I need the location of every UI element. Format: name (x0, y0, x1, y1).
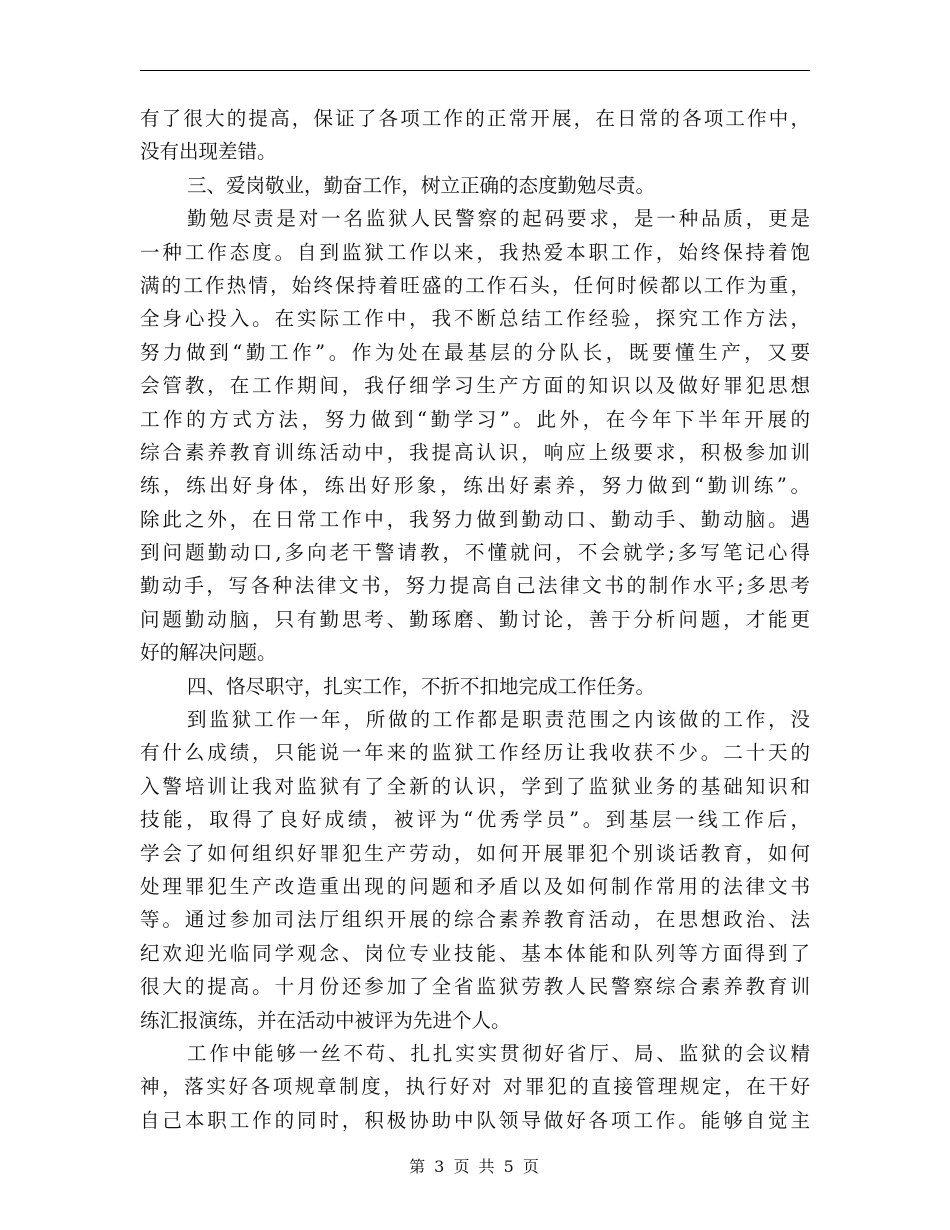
text-line: 四、恪尽职守，扎实工作，不折不扣地完成工作任务。 (187, 674, 656, 698)
text-line: 入警培训让我对监狱有了全新的认识，学到了监狱业务的基础知识和 (140, 774, 810, 798)
text-line: 一种工作态度。自到监狱工作以来，我热爱本职工作，始终保持着饱 (140, 240, 810, 264)
text-line: 很大的提高。十月份还参加了全省监狱劳教人民警察综合素养教育训 (140, 975, 810, 999)
text-line: 等。通过参加司法厅组织开展的综合素养教育活动，在思想政治、法 (140, 908, 810, 932)
body-text (140, 102, 810, 1137)
text-line: 学会了如何组织好罪犯生产劳动，如何开展罪犯个别谈话教育，如何 (140, 841, 810, 865)
text-line: 神，落实好各项规章制度，执行好对 对罪犯的直接管理规定，在干好 (140, 1075, 810, 1099)
text-line: 全身心投入。在实际工作中，我不断总结工作经验，探究工作方法， (140, 307, 810, 331)
text-line: 工作中能够一丝不苟、扎扎实实贯彻好省厅、局、监狱的会议精 (187, 1041, 810, 1065)
text-line: 勤勉尽责是对一名监狱人民警察的起码要求，是一种品质，更是 (187, 207, 810, 231)
header-rule (140, 70, 810, 71)
text-line: 自己本职工作的同时，积极协助中队领导做好各项工作。能够自觉主 (140, 1108, 810, 1132)
text-line: 满的工作热情，始终保持着旺盛的工作石头，任何时候都以工作为重， (140, 273, 810, 297)
text-line: 没有出现差错。 (140, 140, 277, 164)
text-line: 综合素养教育训练活动中，我提高认识，响应上级要求，积极参加训 (140, 440, 810, 464)
text-line: 勤动手，写各种法律文书，努力提高自己法律文书的制作水平;多思考 (140, 574, 810, 598)
text-line: 纪欢迎光临同学观念、岗位专业技能、基本体能和队列等方面得到了 (140, 941, 810, 965)
text-line: 有什么成绩，只能说一年来的监狱工作经历让我收获不少。二十天的 (140, 741, 810, 765)
text-line: 处理罪犯生产改造重出现的问题和矛盾以及如何制作常用的法律文书 (140, 874, 810, 898)
text-line: 练汇报演练，并在活动中被评为先进个人。 (140, 1008, 511, 1032)
text-line: 会管教，在工作期间，我仔细学习生产方面的知识以及做好罪犯思想 (140, 374, 810, 398)
text-line: 到问题勤动口,多向老干警请教，不懂就问，不会就学;多写笔记心得 (140, 541, 810, 565)
text-line: 问题勤动脑，只有勤思考、勤琢磨、勤讨论，善于分析问题，才能更 (140, 607, 810, 631)
text-line: 好的解决问题。 (140, 641, 277, 665)
text-line: 努力做到“勤工作”。作为处在最基层的分队长，既要懂生产，又要 (140, 340, 810, 364)
page-number-footer: 第 3 页 共 5 页 (409, 1157, 541, 1176)
text-line: 有了很大的提高，保证了各项工作的正常开展，在日常的各项工作中， (140, 107, 810, 130)
text-line: 工作的方式方法，努力做到“勤学习”。此外，在今年下半年开展的 (140, 407, 810, 431)
text-line: 到监狱工作一年，所做的工作都是职责范围之内该做的工作，没 (187, 708, 810, 732)
text-line: 除此之外，在日常工作中，我努力做到勤动口、勤动手、勤动脑。遇 (140, 507, 810, 531)
text-line: 三、爱岗敬业，勤奋工作，树立正确的态度勤勉尽责。 (187, 173, 656, 197)
text-line: 练，练出好身体，练出好形象，练出好素养，努力做到“勤训练”。 (140, 474, 810, 498)
text-line: 技能，取得了良好成绩，被评为“优秀学员”。到基层一线工作后， (140, 808, 810, 832)
